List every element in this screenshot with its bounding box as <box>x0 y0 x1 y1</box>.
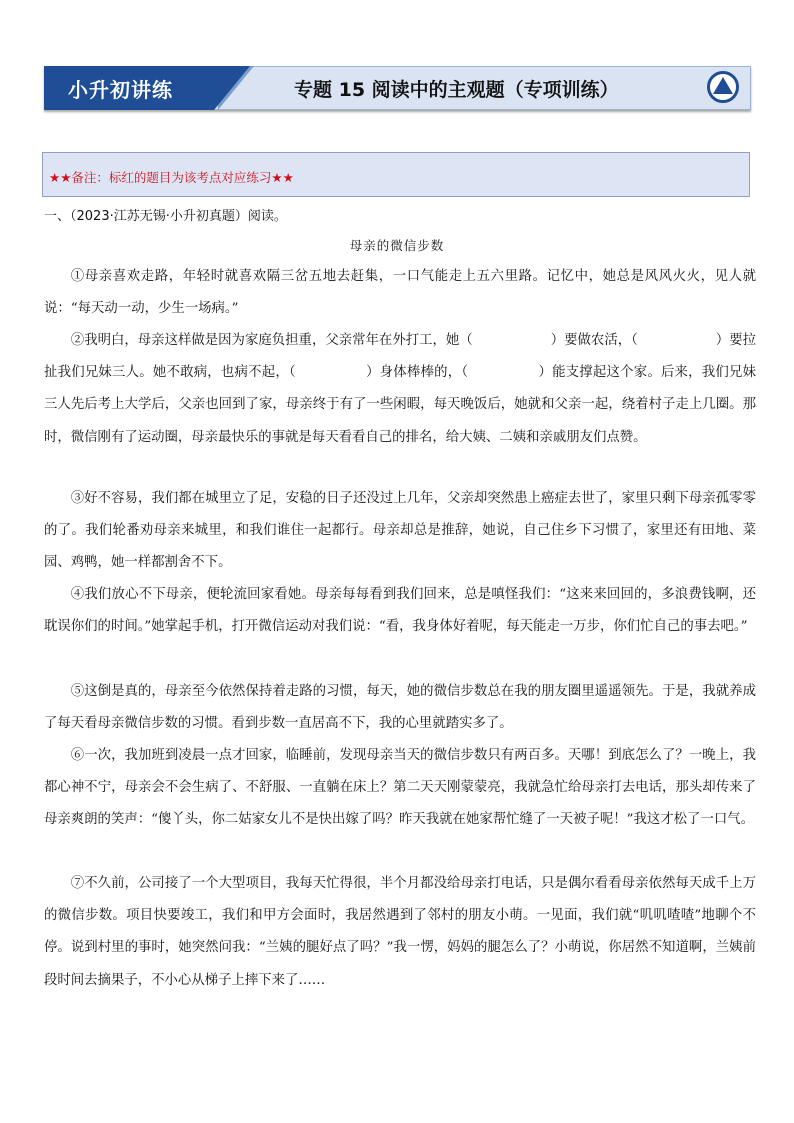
triangle-up-circle-icon <box>707 71 739 103</box>
paragraph-2-text-b: ）要做农活，（ <box>550 333 638 348</box>
paragraph-5: ⑤这倒是真的，母亲至今依然保持着走路的习惯，每天，她的微信步数总在我的朋友圈里遥遥领先。于是，我就养成了每天看母亲微信步数的习惯。看到步数一直居高不下，我的心里就踏实多了。 <box>44 684 756 732</box>
paragraph-2-text-c: ）要拉扯我们兄妹三人。她不敢病，也病不起，（ <box>44 333 757 381</box>
paragraph-2 <box>44 325 756 454</box>
paragraph-7: ⑦不久前，公司接了一个大型项目，我每天忙得很，半个月都没给母亲打电话，只是偶尔看看母亲依然每天成千上万的微信步数。项目快要竣工，我们和甲方会面时，我居然遇到了邻村的朋友小萌。一见面，我们就“叽叽喳喳”地聊个不停。说到村里的事时，她突然问我：“兰姨的腿好点了吗？”我一愣，妈妈的腿怎么了？小萌说，你居然不知道啊，兰姨前段时间去摘果子，不小心从梯子上摔下来了…… <box>44 876 756 988</box>
page-title: 专题 15 阅读中的主观题（专项训练） <box>294 79 619 101</box>
banner-tag-arrow <box>214 66 250 110</box>
paragraph-4: ④我们放心不下母亲，便轮流回家看她。母亲每每看到我们回来，总是嗔怪我们：“这来来回回的，多浪费钱啊，还耽误你们的时间。”她掌起手机，打开微信运动对我们说：“看，我身体好着呢，每天能走一万步，你们忙自己的事去吧。” <box>44 587 756 635</box>
header-banner <box>44 66 751 110</box>
paragraph-2-text-e: ）能支撑起这个家。后来，我们兄妹三人先后考上大学后，父亲也回到了家，母亲终于有了一些闲暇，每天晚饭后，她就和父亲一起，绕着村子走上几圈。那时，微信刚有了运动圈，母亲最快乐的事就是每天看看自己的排名，给大姨、二姨和亲戚朋友们点赞。 <box>44 365 756 445</box>
paragraph-2-text-d: ）身体棒棒的，（ <box>365 365 469 381</box>
paragraph-6: ⑥一次，我加班到凌晨一点才回家，临睡前，发现母亲当天的微信步数只有两百多。天哪！到底怎么了？一晚上，我都心神不宁，母亲会不会生病了、不舒服、一直躺在床上？第二天天刚蒙蒙亮，我就急忙给母亲打去电话，那头却传来了母亲爽朗的笑声：“傻丫头，你二姑家女儿不是快出嫁了吗？昨天我就在她家帮忙缝了一天被子呢！”我这才松了一口气。 <box>44 748 756 828</box>
banner-tag-label: 小升初讲练 <box>68 78 173 102</box>
paragraph-2-text-a: ②我明白，母亲这样做是因为家庭负担重，父亲常年在外打工，她（ <box>70 333 473 348</box>
passage-title: 母亲的微信步数 <box>349 238 445 253</box>
paragraph-1: ①母亲喜欢走路，年轻时就喜欢隔三岔五地去赶集，一口气能走上五六里路。记忆中，她总是风风火火，见人就说：“每天动一动，少生一场病。” <box>44 269 756 317</box>
paragraph-3: ③好不容易，我们都在城里立了足，安稳的日子还没过上几年，父亲却突然患上癌症去世了，家里只剩下母亲孤零零的了。我们轮番劝母亲来城里，和我们谁住一起都行。母亲却总是推辞，她说，自己住乡下习惯了，家里还有田地、菜园、鸡鸭，她一样都割舍不下。 <box>44 491 756 571</box>
note-box <box>42 152 750 197</box>
note-text: ★★备注：标红的题目为该考点对应练习★★ <box>49 170 294 185</box>
question-heading: 一、（2023·江苏无锡·小升初真题）阅读。 <box>44 209 287 224</box>
